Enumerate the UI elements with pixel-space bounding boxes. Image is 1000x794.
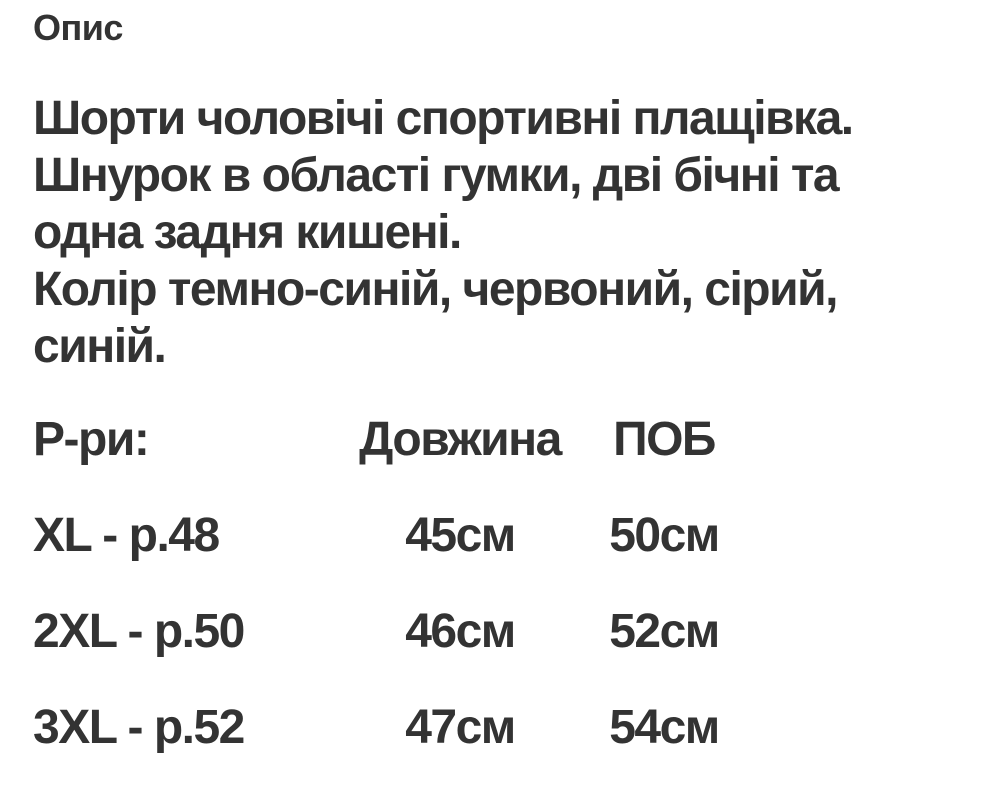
description-line: Шорти чоловічі спортивні плащівка.	[33, 92, 853, 145]
description-text	[33, 90, 960, 375]
size-table-header-length: Довжина	[359, 413, 561, 466]
size-cell-length: 45см	[405, 509, 515, 562]
size-cell-length: 46см	[405, 605, 515, 658]
size-cell-hips: 50см	[609, 509, 719, 562]
size-table-header-sizes: Р-ри:	[33, 413, 149, 466]
description-line: синій.	[33, 320, 166, 373]
description-heading: Опис	[33, 7, 123, 48]
size-cell-size: XL - р.48	[33, 509, 219, 562]
size-cell-size: 2XL - р.50	[33, 605, 244, 658]
size-cell-hips: 52см	[609, 605, 719, 658]
size-table	[33, 411, 960, 756]
size-cell-hips: 54см	[609, 701, 719, 754]
description-line: Шнурок в області гумки, дві бічні та	[33, 149, 839, 202]
size-cell-length: 47см	[405, 701, 515, 754]
size-cell-size: 3XL - р.52	[33, 701, 244, 754]
description-line: одна задня кишені.	[33, 206, 461, 259]
size-table-header-hips: ПОБ	[613, 413, 715, 466]
description-line: Колір темно-синій, червоний, сірий,	[33, 263, 837, 316]
